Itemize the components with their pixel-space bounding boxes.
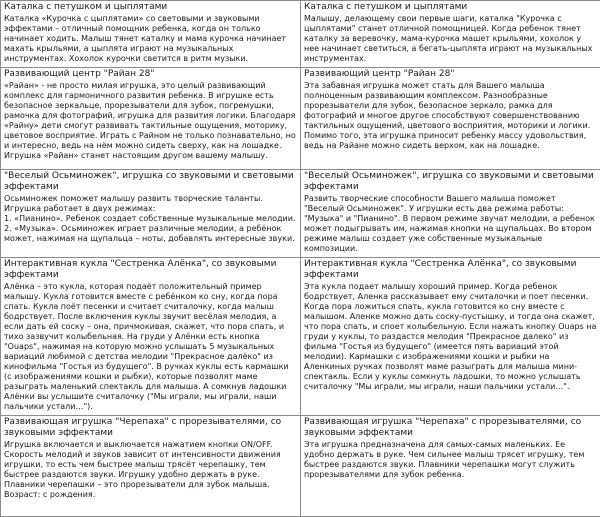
- cell-heading: Интерактивная кукла "Сестренка Алёнка", со звуковыми эффектами: [304, 259, 597, 281]
- cell-text: Каталка «Курочка с цыплятами» со световыми и звуковыми эффектами – отличный помощник ребенка, когда он только начинает ходить. Малыш тянет каталку и мама курочка начинает махать крыльями, а цыплята играют на музыкальных инструментах. Хохолок курочки светится в ритм музыки.: [4, 14, 297, 64]
- table-cell-original: [1, 68, 301, 170]
- cell-heading: Каталка с петушком и цыплятами: [304, 2, 597, 13]
- cell-heading: Развивающий центр "Райан 28": [4, 69, 297, 80]
- cell-text: Эта забавная игрушка может стать для Вашего малыша полноценным развивающим комплексом. Разнообразные прорезыватели для зубок, безопасное зеркало, рамка для фотографий и многое другое способствуют совершенствованию тактильных ощущений, цветового восприятия, моторики и логики. Помимо того, эта игрушка приносит ребенку массу удовольствия, ведь на Райане можно сидеть верхом, как на лошадке.: [304, 81, 597, 151]
- table-row: [1, 258, 600, 416]
- table-row: [1, 416, 600, 517]
- table-cell-rewrite: [301, 170, 600, 258]
- table-row: [1, 170, 600, 258]
- table-cell-rewrite: [301, 258, 600, 416]
- cell-heading: "Веселый Осьминожек", игрушка со звуковыми и световыми эффектами: [304, 171, 597, 193]
- table-row: [1, 68, 600, 170]
- table-cell-original: [1, 258, 301, 416]
- cell-text: Алёнка – это кукла, которая подаёт положительный пример малышу. Кукла готовится вместе с ребёнком ко сну, когда пора спать. Кукла поёт песенки и считает считалочку, когда малыш бодрствует. После включения куклы звучит весёлая мелодия, а если дать ей соску – она, причмокивая, скажет, что пора спать, и тихо зазвучит колыбельная. На груди у Алёнки есть кнопка "Ouaps", нажимая на которую можно услышать 5 музыкальных вариаций любимой с детства мелодии "Прекрасное далёко" из кинофильма "Гостья из будущего". В ручках куклы есть кармашки (с изображениями кошки и рыбки), которые позволят маме разыграть маленький спектакль для малыша. А сомкнув ладошки Алёнки вы услышите считалочку ("Мы играли, мы играли, наши пальчики устали…").: [4, 282, 297, 412]
- table-cell-rewrite: [301, 416, 600, 517]
- cell-text: Развить творческие способности Вашего малыша поможет "Веселый Осьминожек". У игрушки есть два режима работы: "Музыка" и "Пианино". В первом режиме звучат мелодии, а ребенок может подыгрывать им, нажимая кнопки на щупальцах. Во втором режиме малыш создает уже собственные музыкальные композиции.: [304, 194, 597, 254]
- table-cell-rewrite: [301, 1, 600, 68]
- table-row: [1, 1, 600, 68]
- cell-heading: Развивающая игрушка "Черепаха" с прорезывателями, со звуковыми эффектами: [4, 417, 297, 439]
- table-cell-original: [1, 170, 301, 258]
- cell-text: Эта кукла подает малышу хороший пример. Когда ребенок бодрствует, Аленка рассказывает ему считалочки и поет песенки. Когда пора ложиться спать, кукла готовится ко сну вместе с малышом. Аленке можно дать соску-пустышку, и тогда она скажет, что пора спать, и споет колыбельную. Если нажать кнопку Ouaps на груди у куклы, то раздастся мелодия "Прекрасное далеко" из фильма "Гостья из будущего" (имеется пять вариаций этой мелодии). Кармашки с изображениями кошки и рыбки на Аленкиных ручках позволят маме разыграть для малыша мини-спектакль. Если у куклы сомкнуть ладошки, то можно услышать считалочку "Мы играли, мы играли, наши пальчики устали…".: [304, 282, 597, 392]
- table-cell-original: [1, 416, 301, 517]
- table-cell-rewrite: [301, 68, 600, 170]
- cell-text: Малышу, делающему свои первые шаги, каталка "Курочка с цыплятами" станет отличной помощницей. Когда ребенок тянет каталку за веревочку, мама-курочка машет крыльями, хохолок у нее начинает светиться, а бегать-цыплята играют на музыкальных инструментах.: [304, 14, 597, 64]
- cell-heading: Каталка с петушком и цыплятами: [4, 2, 297, 13]
- cell-heading: Развивающий центр "Райан 28": [304, 69, 597, 80]
- cell-heading: "Веселый Осьминожек", игрушка со звуковыми и световыми эффектами: [4, 171, 297, 193]
- cell-text: Игрушка включается и выключается нажатием кнопки ON/OFF. Скорость мелодий и звуков зависит от интенсивности движения игрушки, то есть чем быстрее малыш трясёт черепашку, тем быстрее раздаются звуки. Игрушку удобно держать в руке. Плавники черепашки – это прорезыватели для зубок малыша. Возраст: с рождения.: [4, 440, 297, 500]
- cell-text: Эта игрушка предназначена для самых-самых маленьких. Ее удобно держать в руке. Чем сильнее малыш трясет игрушку, тем быстрее раздаются звуки. Плавники черепашки могут служить прорезывателями для зубок ребенка.: [304, 440, 597, 480]
- cell-heading: Развивающая игрушка "Черепаха" с прорезывателями, со звуковыми эффектами: [304, 417, 597, 439]
- table-cell-original: [1, 1, 301, 68]
- cell-text: «Райан» - не просто милая игрушка, это целый развивающий комплекс для гармоничного развития ребенка. В игрушке есть безопасное зеркальце, прорезыватели для зубок, погремушки, рамочка для фотографий, игрушка для развития логики. Благодаря «Райну» дети смогут развивать тактильные ощущения, моторику, цветовое восприятие. Играть с Райном не только познавательно, но и интересно, ведь на нём можно сидеть сверху, как на лошадке. Игрушка «Райан» станет настоящим другом вашему малышу.: [4, 81, 297, 161]
- cell-text: Осьминожек поможет малышу развить творческие таланты. Игрушка работает в двух режимах: 1. «Пианино». Ребенок создает собственные музыкальные мелодии. 2. «Музыка». Осьминожек играет различные мелодии, а ребёнок может, нажимая на щупальца – ноты, добавлять интересные звуки.: [4, 194, 297, 244]
- cell-heading: Интерактивная кукла "Сестренка Алёнка", со звуковыми эффектами: [4, 259, 297, 281]
